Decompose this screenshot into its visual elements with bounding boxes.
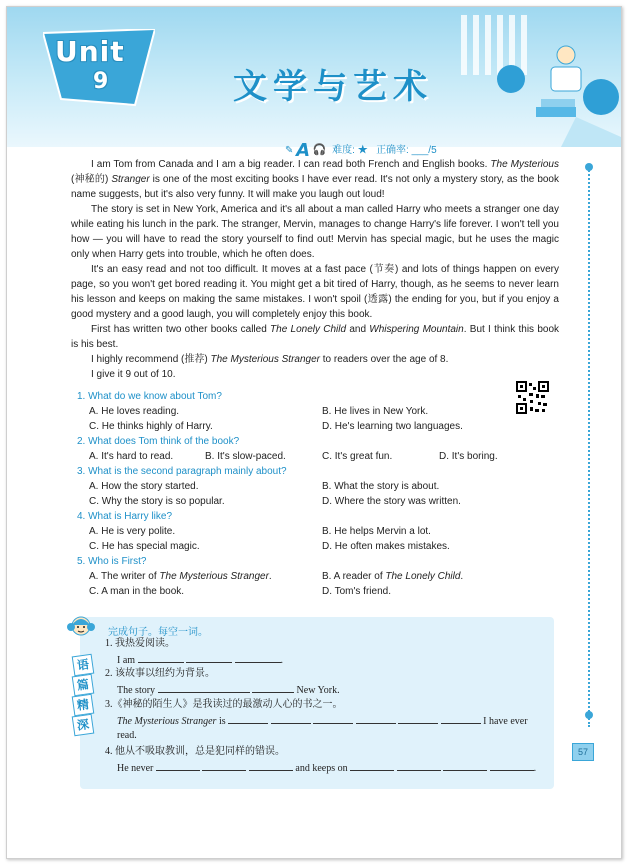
paragraph-5: I highly recommend (推荐) The Mysterious Stranger to readers over the age of 8.: [91, 354, 449, 365]
question-5-stem: 5. Who is First?: [77, 556, 147, 567]
difficulty-label: 难度:: [332, 145, 355, 156]
exercise-2-chinese: 2. 该故事以纽约为背景。: [105, 668, 215, 679]
girl-mascot-icon: [65, 613, 97, 643]
blank[interactable]: [156, 760, 200, 771]
qr-code-icon[interactable]: [516, 381, 549, 414]
blank[interactable]: [441, 713, 481, 724]
exercise-title: 完成句子。每空一词。: [108, 627, 208, 638]
blank[interactable]: [490, 760, 534, 771]
question-3-stem: 3. What is the second paragraph mainly about?: [77, 466, 287, 477]
accuracy-value: ___/5: [411, 145, 437, 156]
unit-word: Unit: [55, 35, 125, 68]
right-line-top-dot: [585, 163, 593, 171]
blank[interactable]: [398, 713, 438, 724]
headphones-icon: 🎧: [312, 144, 327, 156]
side-label-jing: 精: [72, 694, 95, 717]
q3-option-c[interactable]: C. Why the story is so popular.: [89, 496, 225, 507]
paragraph-4: First has written two other books called The Lonely Child and Whispering Mountain. But I think this book is his best.: [71, 324, 560, 350]
paragraph-6: I give it 9 out of 10.: [91, 369, 176, 380]
blank[interactable]: [158, 682, 250, 693]
blank[interactable]: [138, 652, 184, 663]
blank[interactable]: [350, 760, 394, 771]
q4-option-c[interactable]: C. He has special magic.: [89, 541, 200, 552]
kids-reading-illustration: [441, 7, 621, 147]
pencil-icon: ✎: [285, 145, 294, 156]
blank[interactable]: [202, 760, 246, 771]
difficulty-stars: ★: [357, 145, 368, 156]
exercise-4-english: He never and keeps on .: [117, 760, 536, 776]
exercise-1-chinese: 1. 我热爱阅读。: [105, 638, 175, 649]
q1-option-c[interactable]: C. He thinks highly of Harry.: [89, 421, 213, 432]
blank[interactable]: [228, 713, 268, 724]
q3-option-b[interactable]: B. What the story is about.: [322, 481, 440, 492]
paragraph-2: The story is set in New York, America and it's all about a man called Harry who meets a stranger one day while eating his lunch in the park. The stranger, Mervin, manages to change Harry's life forever. I won't tell you how — you will have to read the story yourself to find out! Mervin has special magic, but he uses the magic only when Harry gets into trouble, which he often does.: [71, 204, 559, 260]
unit-number: 9: [93, 69, 109, 94]
q5-option-d[interactable]: D. Tom's friend.: [322, 586, 391, 597]
side-label-shen: 深: [72, 714, 95, 737]
right-line-bottom-dot: [585, 711, 593, 719]
exercise-4-chinese: 4. 他从不吸取教训，总是犯同样的错误。: [105, 746, 285, 757]
blank[interactable]: [356, 713, 396, 724]
question-1-stem: 1. What do we know about Tom?: [77, 391, 222, 402]
q2-option-b[interactable]: B. It's slow-paced.: [205, 451, 286, 462]
paragraph-1: I am Tom from Canada and I am a big reader. I can read both French and English books. The Mysterious (神秘的) Stranger is one of the most exciting books I have ever read. It's not only a mystery story, as the book name suggests, but it's also very funny. It will make you laugh out loud!: [71, 159, 559, 200]
q5-option-b[interactable]: B. A reader of The Lonely Child.: [322, 571, 464, 582]
q5-option-a[interactable]: A. The writer of The Mysterious Stranger.: [89, 571, 272, 582]
q2-option-c[interactable]: C. It's great fun.: [322, 451, 393, 462]
blank[interactable]: [313, 713, 353, 724]
exercise-2-english: The story New York.: [117, 682, 340, 698]
exercise-3-english-line2: read.: [117, 730, 137, 741]
blank[interactable]: [252, 682, 294, 693]
q1-option-b[interactable]: B. He lives in New York.: [322, 406, 429, 417]
q4-option-d[interactable]: D. He often makes mistakes.: [322, 541, 450, 552]
question-2-stem: 2. What does Tom think of the book?: [77, 436, 240, 447]
question-4-stem: 4. What is Harry like?: [77, 511, 173, 522]
exercise-3-english: The Mysterious Stranger is I have ever: [117, 713, 528, 729]
q2-option-d[interactable]: D. It's boring.: [439, 451, 498, 462]
blank[interactable]: [249, 760, 293, 771]
reading-passage: [71, 157, 559, 382]
workbook-page: [6, 6, 622, 859]
blank[interactable]: [186, 652, 232, 663]
q4-option-a[interactable]: A. He is very polite.: [89, 526, 176, 537]
paragraph-3: It's an easy read and not too difficult. It moves at a fast pace (节奏) and lots of things happen on every page, so you won't get bored reading it. You might get a bit tired of Harry, though, as he seems to never learn his lesson and keeps on making the same mistakes. I won't spoil (透露) the ending for you, but if you enjoy a good mystery and a good laugh, you will completely enjoy this book.: [71, 264, 559, 320]
section-letter: A: [296, 140, 311, 161]
side-label-pian: 篇: [72, 674, 95, 697]
q1-option-d[interactable]: D. He's learning two languages.: [322, 421, 463, 432]
q2-option-a[interactable]: A. It's hard to read.: [89, 451, 174, 462]
page-title: 文学与艺术: [233, 67, 433, 107]
accuracy-label: 正确率:: [376, 145, 409, 156]
blank[interactable]: [397, 760, 441, 771]
q1-option-a[interactable]: A. He loves reading.: [89, 406, 180, 417]
page-number: 57: [572, 743, 594, 761]
exercise-3-chinese: 3.《神秘的陌生人》是我读过的最激动人心的书之一。: [105, 699, 343, 710]
exercise-1-english: I am .: [117, 652, 283, 668]
blank[interactable]: [271, 713, 311, 724]
question-list: [77, 389, 517, 599]
q4-option-b[interactable]: B. He helps Mervin a lot.: [322, 526, 431, 537]
blank[interactable]: [443, 760, 487, 771]
side-label-yu: 语: [72, 654, 95, 677]
blank[interactable]: [235, 652, 281, 663]
q3-option-d[interactable]: D. Where the story was written.: [322, 496, 461, 507]
right-margin-dotted-line: [588, 167, 590, 727]
q5-option-c[interactable]: C. A man in the book.: [89, 586, 185, 597]
q3-option-a[interactable]: A. How the story started.: [89, 481, 199, 492]
